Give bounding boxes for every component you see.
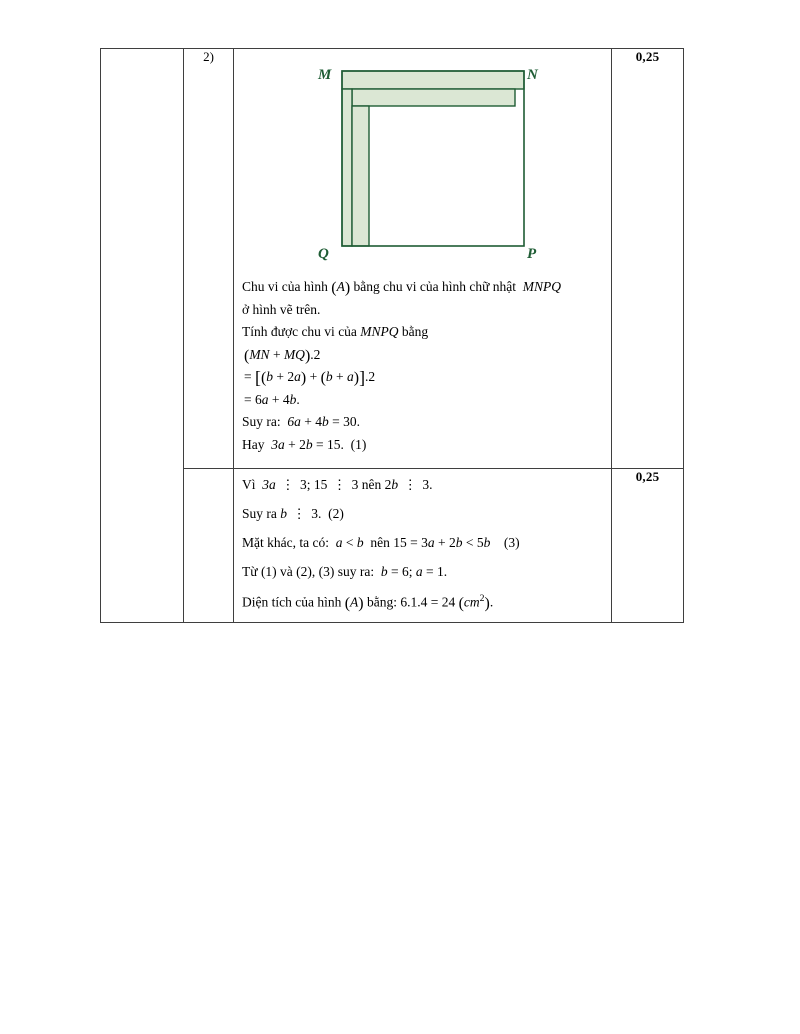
score-value: 0,25 bbox=[635, 468, 660, 484]
question-number-cell bbox=[184, 49, 234, 469]
solution-line: Mặt khác, ta có: a < b nên 15 = 3a + 2b < 5b (3) bbox=[242, 535, 520, 550]
solution-line: Hay 3a + 2b = 15. (1) bbox=[242, 436, 367, 452]
solution-line: Suy ra: 6a + 4b = 30. bbox=[242, 414, 360, 430]
question-number: 2) bbox=[203, 49, 214, 64]
solution-line: Suy ra b ⋮ 3. (2) bbox=[242, 505, 344, 521]
figure-label-n: N bbox=[527, 67, 538, 83]
solution-line: Tính được chu vi của MNPQ bằng bbox=[242, 324, 429, 340]
solution-line: Từ (1) và (2), (3) suy ra: b = 6; a = 1. bbox=[242, 564, 448, 580]
solution-line: Chu vi của hình (A) bằng chu vi của hình chữ nhật MNPQ bbox=[242, 279, 562, 297]
solution-line: = 6a + 4b. bbox=[244, 391, 300, 407]
rectangle-diagram bbox=[334, 67, 534, 257]
figure-label-q: Q bbox=[318, 246, 329, 262]
question-number-cell-empty bbox=[184, 468, 234, 623]
answer-table bbox=[100, 48, 684, 623]
figure-label-m: M bbox=[318, 67, 332, 83]
solution-text-part1 bbox=[234, 273, 611, 468]
score-cell-2 bbox=[612, 468, 684, 623]
score-cell-1 bbox=[612, 49, 684, 469]
score-value: 0,25 bbox=[635, 49, 660, 64]
solution-line: = [(b + 2a) + (b + a)].2 bbox=[244, 367, 376, 388]
solution-cell-part1 bbox=[234, 49, 612, 469]
figure-container bbox=[234, 61, 611, 271]
solution-line: ở hình vẽ trên. bbox=[242, 301, 321, 317]
table-row bbox=[101, 468, 684, 623]
solution-cell-part2 bbox=[234, 468, 612, 623]
solution-text-part2 bbox=[234, 469, 611, 623]
figure-label-p: P bbox=[527, 246, 537, 262]
question-group-cell bbox=[101, 49, 184, 623]
table-row bbox=[101, 49, 684, 469]
solution-line: Diện tích của hình (A) bằng: 6.1.4 = 24 $(cm^2)$. bbox=[242, 592, 494, 612]
solution-line: Vì 3a ⋮ 3; 15 ⋮ 3 nên 2b ⋮ 3. bbox=[242, 476, 433, 492]
solution-line: (MN + MQ).2 bbox=[244, 346, 321, 365]
